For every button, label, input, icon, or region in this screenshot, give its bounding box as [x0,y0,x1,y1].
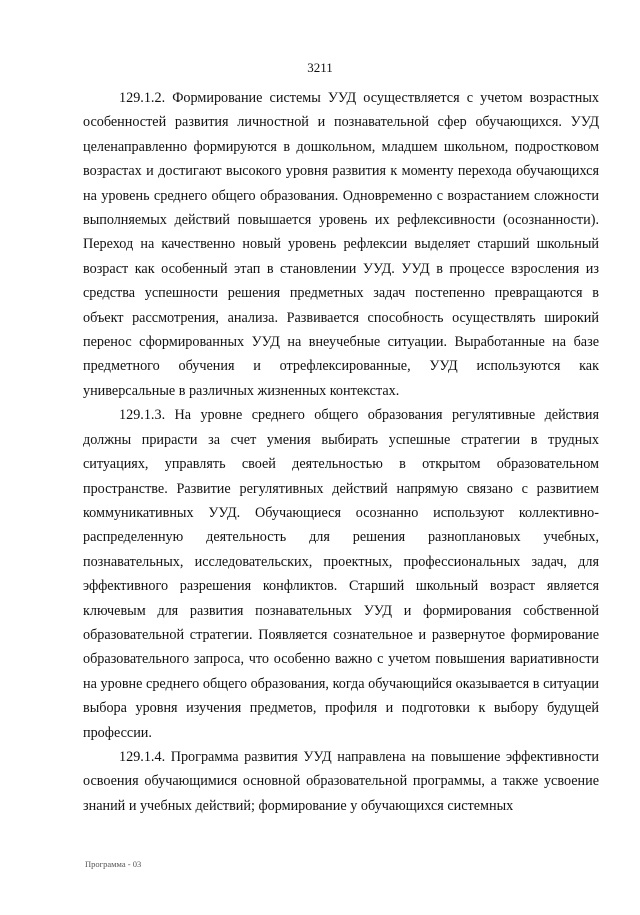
page-footer: Программа - 03 [85,859,142,869]
page-number: 3211 [307,60,333,75]
paragraph-129-1-3: 129.1.3. На уровне среднего общего образования регулятивные действия должны прирасти за счет умения выбирать успешные стратегии в трудных ситуациях, управлять своей деятельностью в открытом образовательном пространстве. Развитие регулятивных действий напрямую связано с развитием коммуникативных УУД. Обучающиеся осознанно используют коллективно-распределенную деятельность для решения разноплановых учебных, познавательных, исследовательских, проектных, профессиональных задач, для эффективного разрешения конфликтов. Старший школьный возраст является ключевым для развития познавательных УУД и формирования собственной образовательной стратегии. Появляется сознательное и развернутое формирование образовательного запроса, что особенно важно с учетом повышения вариативности на уровне среднего общего образования, когда обучающийся оказывается в ситуации выбора уровня изучения предметов, профиля и подготовки к выбору будущей профессии. [83,407,599,741]
body-text [83,86,599,818]
paragraph-129-1-4: 129.1.4. Программа развития УУД направлена на повышение эффективности освоения обучающимися основной образовательной программы, а также усвоение знаний и учебных действий; формирование у обучающихся системных [83,748,599,814]
paragraph-129-1-2: 129.1.2. Формирование системы УУД осуществляется с учетом возрастных особенностей развития личностной и познавательной сфер обучающихся. УУД целенаправленно формируются в дошкольном, младшем школьном, подростковом возрастах и достигают высокого уровня развития к моменту перехода обучающихся на уровень среднего общего образования. Одновременно с возрастанием сложности выполняемых действий повышается уровень их рефлексивности (осознанности). Переход на качественно новый уровень рефлексии выделяет старший школьный возраст как особенный этап в становлении УУД. УУД в процессе взросления из средства успешности решения предметных задач постепенно превращаются в объект рассмотрения, анализа. Развивается способность осуществлять широкий перенос сформированных УУД на внеучебные ситуации. Выработанные на базе предметного обучения и отрефлексированные, УУД используются как универсальные в различных жизненных контекстах. [83,90,599,399]
